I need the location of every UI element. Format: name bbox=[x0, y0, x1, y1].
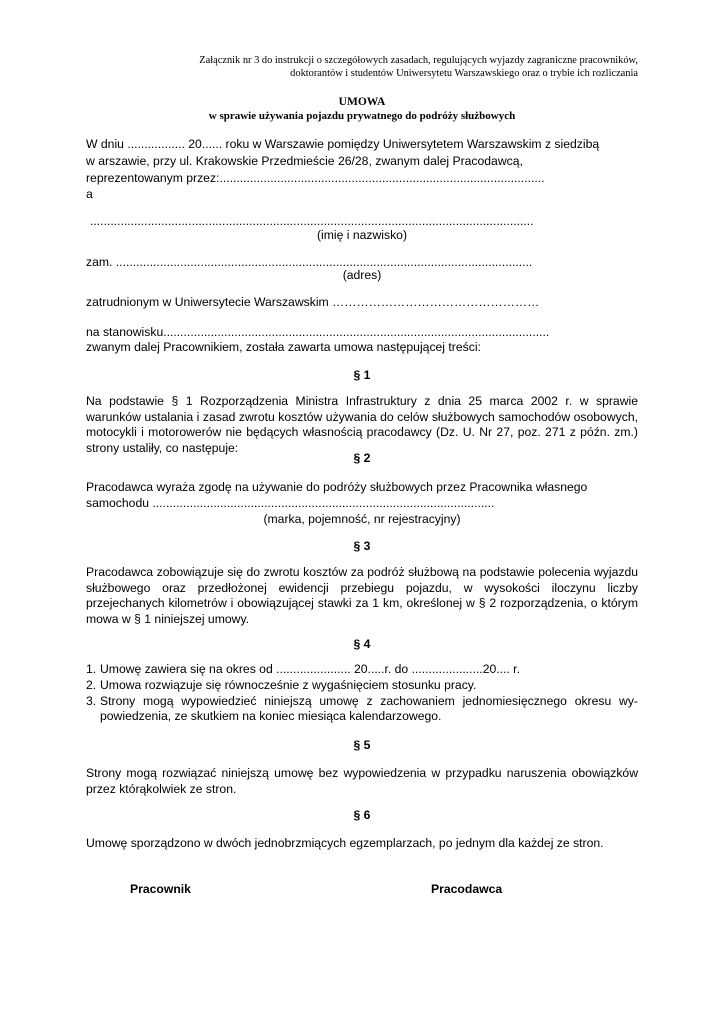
intro-closing-line: zwanym dalej Pracownikiem, została zawarta umowa następującej treści: bbox=[86, 340, 481, 354]
name-fill-line: ................................................................................................................................... bbox=[90, 214, 534, 228]
header-line-1: Załącznik nr 3 do instrukcji o szczegółowych zasadach, regulujących wyjazdy zagraniczne pracowników, bbox=[199, 55, 638, 66]
address-fill-line: zam. ........................................................................................................................... bbox=[86, 255, 533, 269]
document-subtitle: w sprawie używania pojazdu prywatnego do podróży służbowych bbox=[208, 110, 516, 122]
section-2-caption: (marka, pojemność, nr rejestracyjny) bbox=[263, 512, 461, 526]
section-2-line-1: Pracodawca wyraża zgodę na używanie do podróży służbowych przez Pracownika własnego bbox=[86, 480, 588, 494]
list-item-text: Umowę zawiera się na okres od ...................... 20.....r. do .....................20.... r. bbox=[100, 662, 520, 676]
section-5-text: Strony mogą rozwiązać niniejszą umowę bez wypowiedzenia w przypadku naruszenia obowiązków przez którąkolwiek ze stron. bbox=[86, 766, 638, 796]
list-item bbox=[86, 694, 638, 726]
section-1-heading: § 1 bbox=[353, 368, 371, 382]
list-item-number: 3. bbox=[86, 693, 97, 708]
section-1-text: Na podstawie § 1 Rozporządzenia Ministra Infrastruktury z dnia 25 marca 2002 r. w sprawie warunków ustalania i zasad zwrotu kosztów używania do celów służbowych samochodów osobowych, motocykli i motorowerów nie będących własnością pracodawcy (Dz. U. Nr 27, poz. 271 z późn. zm.) strony ustaliły, co następuje: bbox=[86, 394, 638, 455]
intro-line-2: w arszawie, przy ul. Krakowskie Przedmieście 26/28, zwanym dalej Pracodawcą, bbox=[86, 154, 523, 168]
list-item-text: Strony mogą wypowiedzieć niniejszą umowę z zachowaniem jednomiesięcznego okresu wy-powiedzenia, ze skutkiem na koniec miesiąca kalendarzowego. bbox=[100, 693, 638, 724]
section-4-list bbox=[86, 662, 638, 725]
section-6-heading: § 6 bbox=[353, 808, 371, 822]
intro-line-1: W dniu ................. 20...... roku w Warszawie pomiędzy Uniwersytetem Warszawskim z siedzibą bbox=[86, 137, 600, 151]
list-item bbox=[86, 678, 638, 694]
section-3-text: Pracodawca zobowiązuje się do zwrotu kosztów za podróż służbową na podstawie polecenia wyjazdu służbowego oraz przedłożonej ewidencji przebiegu pojazdu, w wysokości iloczynu liczby przejechanych kilometrów i obowiązującej stawki za 1 km, określonej w § 2 rozporządzenia, o którym mowa w § 1 niniejszej umowy. bbox=[86, 565, 638, 626]
list-item-text: Umowa rozwiązuje się równocześnie z wygaśnięciem stosunku pracy. bbox=[100, 677, 477, 692]
signature-employee: Pracownik bbox=[130, 882, 191, 896]
document-title: UMOWA bbox=[338, 96, 386, 108]
signature-employer: Pracodawca bbox=[431, 882, 503, 896]
position-fill-line: na stanowisku.................................................................................................................. bbox=[86, 325, 550, 339]
section-5-heading: § 5 bbox=[353, 738, 371, 752]
employer-fill-line: zatrudnionym w Uniwersytecie Warszawskim …………………………………………… bbox=[86, 295, 540, 309]
section-3-heading: § 3 bbox=[353, 539, 371, 553]
intro-representative-line: reprezentowanym przez:................................................................................................ bbox=[86, 171, 545, 185]
address-caption: (adres) bbox=[342, 268, 382, 282]
name-caption: (imię i nazwisko) bbox=[316, 228, 408, 242]
header-line-2: doktorantów i studentów Uniwersytetu Warszawskiego oraz o trybie ich rozliczania bbox=[290, 68, 638, 80]
section-4-heading: § 4 bbox=[353, 637, 371, 651]
intro-and: a bbox=[86, 187, 93, 201]
section-2-heading: § 2 bbox=[353, 451, 371, 465]
list-item-number: 1. bbox=[86, 662, 97, 676]
section-2-car-fill-line: samochodu ..................................................................................................... bbox=[86, 496, 495, 510]
list-item bbox=[86, 662, 638, 678]
section-6-text: Umowę sporządzono w dwóch jednobrzmiących egzemplarzach, po jednym dla każdej ze stron. bbox=[86, 836, 604, 850]
attachment-header bbox=[118, 54, 638, 81]
list-item-number: 2. bbox=[86, 677, 97, 692]
